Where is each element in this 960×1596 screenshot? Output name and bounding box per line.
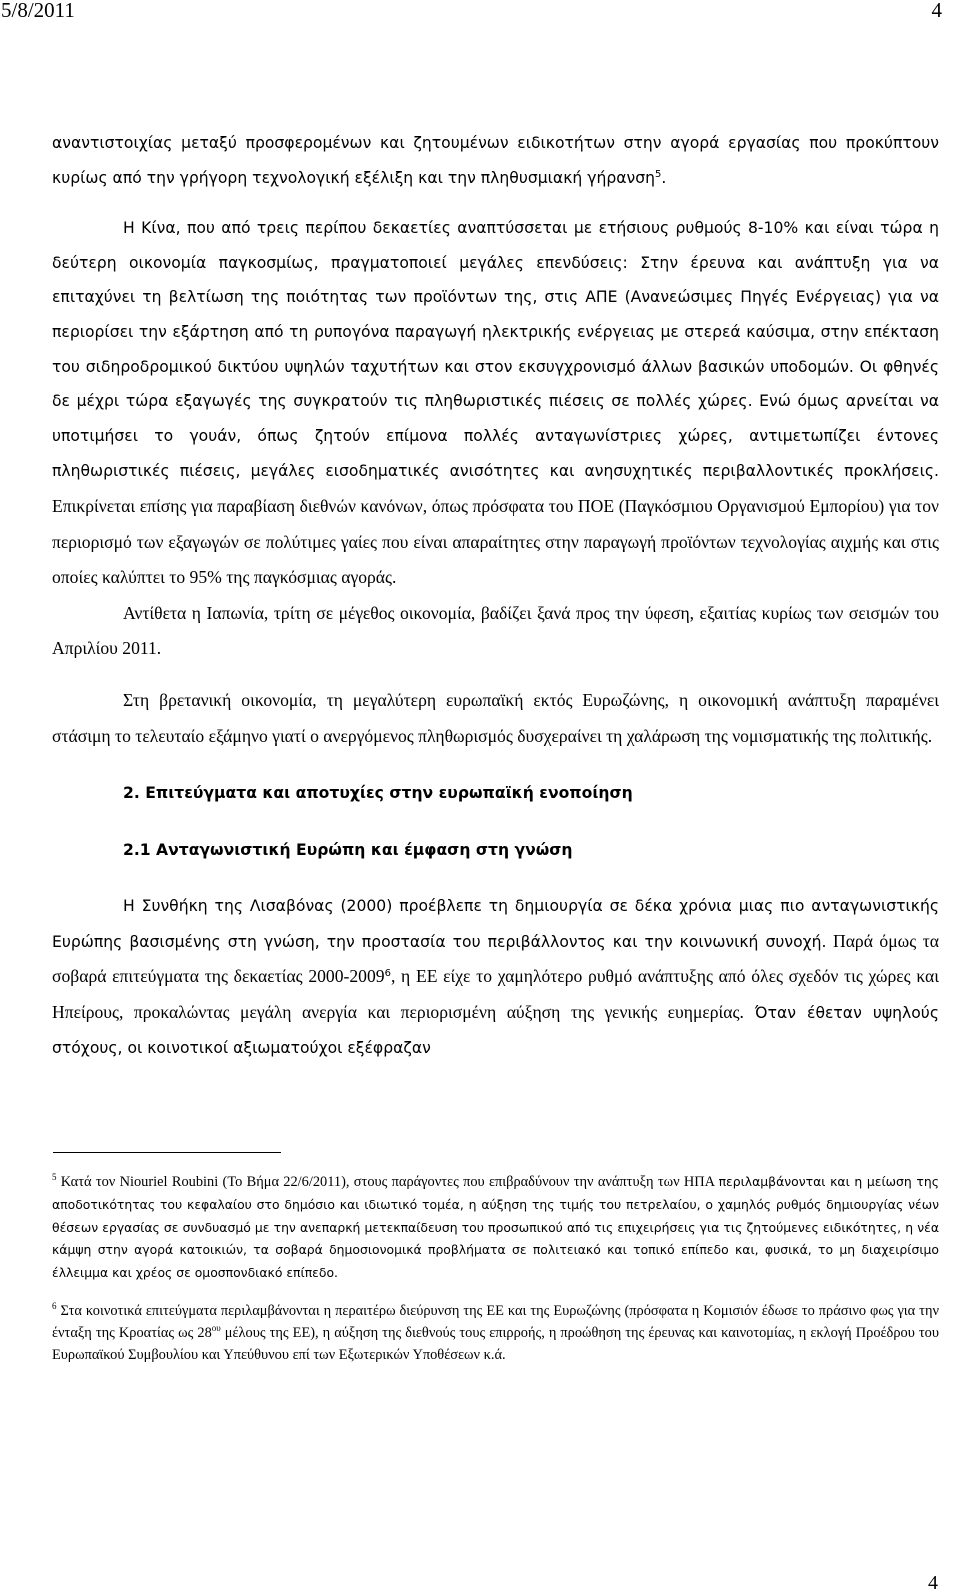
paragraph-1-end: . [661, 168, 667, 187]
header-date: 5/8/2011 [1, 0, 75, 22]
footnote-separator [53, 1152, 281, 1153]
paragraph-britain [52, 683, 939, 754]
footnote-5-text-b: περιλαμβάνονται και η μείωση της αποδοτικότητας του κεφαλαίου στο δημόσιο και ιδιωτικό τομέα, η αύξηση της τιμής του πετρελαίου, ο χαμηλός ρυθμός δημιουργίας νέων θέσεων εργασίας σε συνδυασμό με την ανεπαρκή μετεκπαίδευση του προσωπικού από τις επιχειρήσεις για τις ζητούμενες ειδικότητες, η νέα κάμψη στην αγορά κατοικιών, τα σοβαρά δημοσιονομικά προβλήματα σε πολιτειακό και τοπικό επίπεδο και, φυσικά, το μη διαχειρίσιμο έλλειμμα και χρέος σε ομοσπονδιακό επίπεδο. [52, 1174, 939, 1281]
footnote-6-text-b: μέλους της ΕΕ), η αύξηση της διεθνούς τους επιρροής, η προώθηση της έρευνας και καινοτομίας, η εκλογή Προέδρου του Ευρωπαϊκού Συμβουλίου και Υπεύθυνου επί των Εξωτερικών Υποθέσεων κ.ά. [52, 1324, 939, 1363]
footnote-6-ordinal: ου [211, 1322, 221, 1333]
paragraph-lisbon-text-b: Παρά όμως τα σοβαρά επιτεύγματα της δεκαετίας 2000-2009 [52, 930, 939, 987]
page-header [0, 0, 960, 28]
footnotes [52, 1152, 939, 1366]
footer-page-number: 4 [928, 1572, 938, 1594]
paragraph-china-serif-text: Επικρίνεται επίσης για παραβίαση διεθνών κανόνων, όπως πρόσφατα του ΠΟΕ (Παγκόσμιου Οργανισμού Εμπορίου) για τον περιορισμό των εξαγωγών σε πολύτιμες γαίες που είναι απαραίτητες στην παραγωγή προϊόντων τεχνολογίας αιχμής και στις οποίες καλύπτει το 95% της παγκόσμιας αγοράς. [52, 495, 939, 588]
footnote-5 [52, 1171, 939, 1285]
header-page-number: 4 [931, 0, 942, 22]
paragraph-china [52, 211, 939, 596]
footnote-ref-6[interactable]: 6 [384, 968, 391, 980]
paragraph-lisbon-text-a: Η Συνθήκη της Λισαβόνας (2000) προέβλεπε τη δημιουργία σε δέκα χρόνια μιας πιο ανταγωνιστικής Ευρώπης βασισμένης στη γνώση, την προστασία του περιβάλλοντος και την κοινωνική συνοχή. [52, 897, 939, 951]
paragraph-1-text: αναντιστοιχίας μεταξύ προσφερομένων και ζητουμένων ειδικοτήτων στην αγορά εργασίας που προκύπτουν κυρίως από την γρήγορη τεχνολογική εξέλιξη και την πληθυσμιακή γήρανση [52, 134, 939, 187]
paragraph-lisbon-text-c: , η ΕΕ είχε το χαμηλότερο ρυθμό ανάπτυξης από όλες σχεδόν τις χώρες και Ηπείρους, προκαλώντας μεγάλη ανεργία και περιορισμένη αύξηση της γενικής ευημερίας. [52, 966, 939, 1023]
paragraph-1 [52, 126, 939, 195]
footnote-ref-5[interactable]: 5 [655, 168, 662, 180]
paragraph-lisbon-text-d: Όταν έθεταν υψηλούς στόχους, οι κοινοτικοί αξιωματούχοι εξέφραζαν [52, 1004, 939, 1057]
paragraph-lisbon [52, 889, 939, 1065]
document-body [52, 126, 939, 1065]
paragraph-china-text: Η Κίνα, που από τρεις περίπου δεκαετίες αναπτύσσεται με ετήσιους ρυθμούς 8-10% και είναι τώρα η δεύτερη οικονομία παγκοσμίως, πραγματοποιεί μεγάλες επενδύσεις: Στην έρευνα και ανάπτυξη για να επιταχύνει τη βελτίωση της ποιότητας των προϊόντων της, στις ΑΠΕ (Ανανεώσιμες Πηγές Ενέργειας) για να περιορίσει την εξάρτηση από τη ρυπογόνα παραγωγή ηλεκτρικής ενέργειας με στερεά καύσιμα, στην επέκταση του σιδηροδρομικού δικτύου υψηλών ταχυτήτων και στον εκσυγχρονισμό άλλων βασικών υποδομών. Οι φθηνές δε μέχρι τώρα εξαγωγές της συγκρατούν τις πληθωριστικές πιέσεις σε πολλές χώρες. Ενώ όμως αρνείται να υποτιμήσει το γουάν, όπως ζητούν επίμονα πολλές ανταγωνίστριες χώρες, αντιμετωπίζει έντονες πληθωριστικές πιέσεις, μεγάλες εισοδηματικές ανισότητες και ανησυχητικές περιβαλλοντικές προκλήσεις. [52, 219, 939, 481]
footnote-6-number: 6 [52, 1301, 57, 1312]
footnote-6 [52, 1301, 939, 1366]
paragraph-japan-text: Αντίθετα η Ιαπωνία, τρίτη σε μέγεθος οικονομία, βαδίζει ξανά προς την ύφεση, εξαιτίας κυρίως των σεισμών του Απριλίου 2011. [52, 602, 939, 659]
paragraph-britain-text: Στη βρετανική οικονομία, τη μεγαλύτερη ευρωπαϊκή εκτός Ευρωζώνης, η οικονομική ανάπτυξη παραμένει στάσιμη το τελευταίο εξάμηνο γιατί ο ανεργόμενος πληθωρισμός δυσχεραίνει τη χαλάρωση της νομισματικής της πολιτικής. [52, 689, 939, 746]
footnote-5-number: 5 [52, 1172, 57, 1183]
footnote-6-text-a: Στα κοινοτικά επιτεύγματα περιλαμβάνονται η περαιτέρω διεύρυνση της ΕΕ και της Ευρωζώνης (πρόσφατα η Κομισιόν έδωσε το πράσινο φως για την ένταξη της Κροατίας ως 28 [52, 1302, 939, 1341]
section-heading-2: 2. Επιτεύγματα και αποτυχίες στην ευρωπαϊκή ενοποίηση [123, 784, 633, 803]
section-heading-2-1: 2.1 Ανταγωνιστική Ευρώπη και έμφαση στη γνώση [123, 840, 573, 859]
footnote-5-text-a: Κατά τον Niouriel Roubini (Το Βήμα 22/6/2011), στους παράγοντες που επιβραδύνουν την ανάπτυξη των ΗΠΑ [56, 1174, 719, 1190]
paragraph-japan [52, 596, 939, 667]
